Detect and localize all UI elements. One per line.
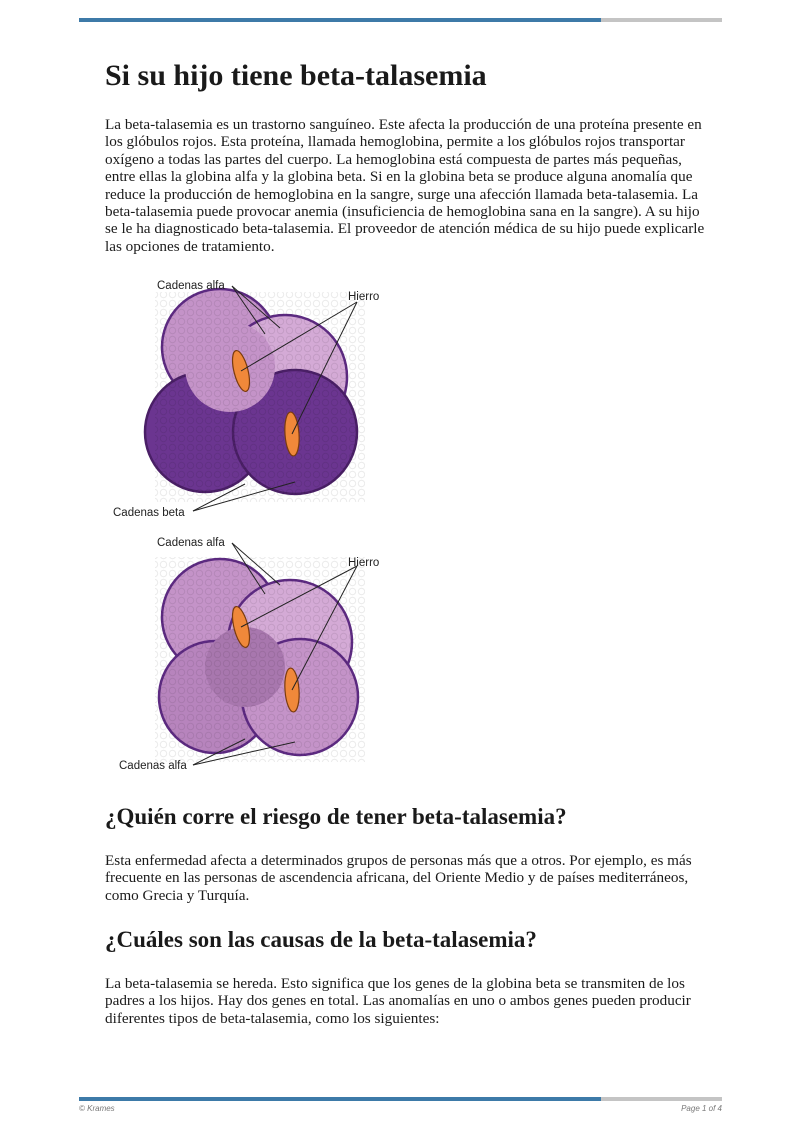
intro-paragraph: La beta-talasemia es un trastorno sanguíneo. Este afecta la producción de una proteína presente en los glóbulos rojos. Esta proteína, llamada hemoglobina, permite a los glóbulos rojos transportar oxígeno a todas las partes del cuerpo. La hemoglobina está compuesta de partes más pequeñas, entre ellas la globina alfa y la globina beta. Si en la globina beta se produce alguna anomalía que reduce la producción de hemoglobina en la sangre, surge una afección llamada beta-talasemia. La beta-talasemia puede provocar anemia (insuficiencia de hemoglobina sana en la sangre). A su hijo se le ha diagnosticado beta-talasemia. El proveedor de atención médica de su hijo puede explicarle las opciones de tratamiento.	[105, 116, 705, 255]
top-rule-gray	[601, 18, 722, 22]
footer-rule-blue	[79, 1097, 601, 1101]
section-paragraph: Esta enfermedad afecta a determinados grupos de personas más que a otros. Por ejemplo, es más frecuente en las personas de ascendencia africana, del Oriente Medio y de países mediterráneos, como Grecia y Turquía.	[105, 852, 692, 904]
top-rule	[79, 18, 722, 22]
label-alpha-chains-bottom: Cadenas alfa	[119, 760, 187, 772]
molecule-normal	[113, 280, 379, 519]
section-paragraph: La beta-talasemia se hereda. Esto significa que los genes de la globina beta se transmiten de los padres a los hijos. Hay dos genes en total. Las anomalías en uno o ambos genes pueden producir diferentes tipos de beta-talasemia, como los siguientes:	[105, 975, 691, 1027]
page-title: Si su hijo tiene beta-talasemia	[105, 59, 487, 92]
footer-page-number: Page 1 of 4	[681, 1104, 722, 1113]
section-causes	[105, 925, 705, 1027]
label-iron-bottom: Hierro	[348, 557, 380, 569]
molecule-alpha-only	[119, 537, 379, 772]
footer-copyright: © Krames	[79, 1104, 115, 1113]
footer-rule-gray	[601, 1097, 722, 1101]
section-risk	[105, 802, 705, 904]
label-alpha-chains-top: Cadenas alfa	[157, 537, 225, 549]
label-iron: Hierro	[348, 291, 380, 303]
footer-rule	[79, 1097, 722, 1101]
section-heading: ¿Quién corre el riesgo de tener beta-talasemia?	[105, 804, 567, 829]
section-heading: ¿Cuáles son las causas de la beta-talasemia?	[105, 927, 537, 952]
label-beta-chains: Cadenas beta	[113, 507, 185, 519]
top-rule-blue	[79, 18, 601, 22]
hemoglobin-illustration	[105, 272, 405, 782]
intro-block	[105, 55, 705, 255]
hemoglobin-diagram	[105, 272, 405, 782]
label-alpha-chains: Cadenas alfa	[157, 280, 225, 292]
